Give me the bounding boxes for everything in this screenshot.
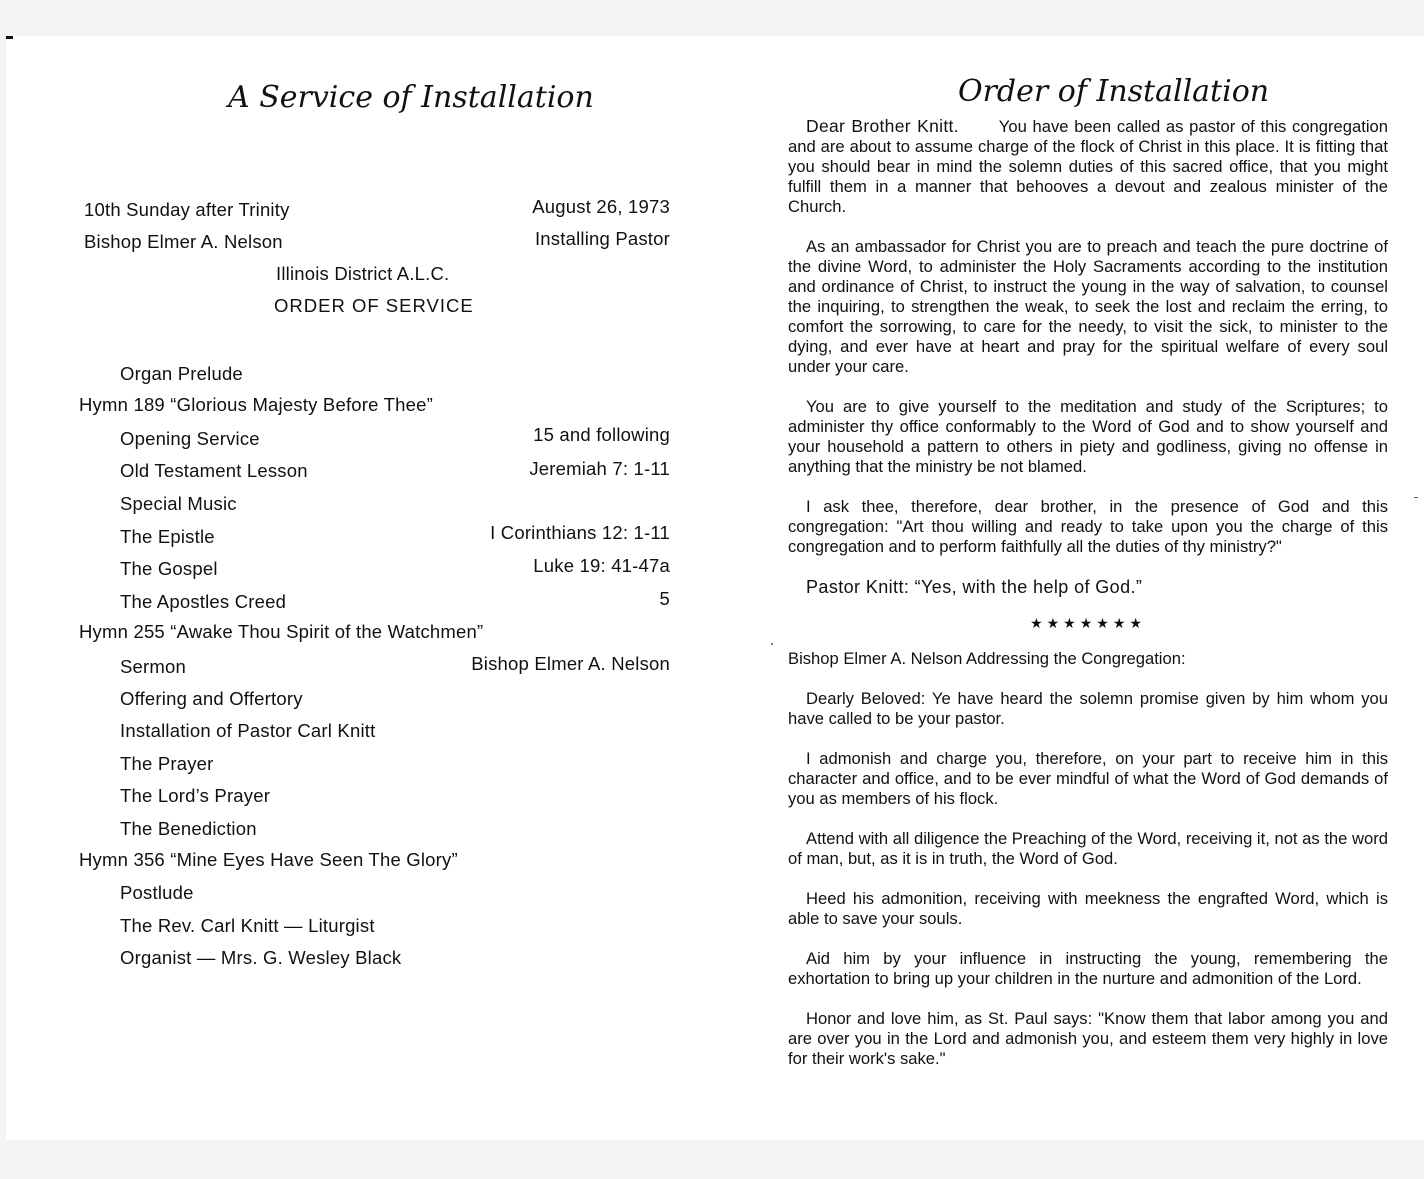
service-item: The Benediction	[120, 818, 257, 839]
hymn-item: Hymn 356 “Mine Eyes Have Seen The Glory”	[79, 849, 458, 870]
hymn-item: Hymn 189 “Glorious Majesty Before Thee”	[79, 394, 433, 415]
service-item-reference: Jeremiah 7: 1-11	[529, 458, 670, 479]
charge-paragraph-2: As an ambassador for Christ you are to preach and teach the pure doctrine of the divine Word, to administer the Holy Sacraments according to the institution and ordinance of Christ, to instruct the young in the way of salvation, to counsel the inquiring, to strengthen the weak, to seek the lost and reclaim the erring, to comfort the sorrowing, to care for the needy, to visit the sick, to minister to the dying, and ever have at heart and pray for the spiritual welfare of every soul under your care.	[788, 237, 1388, 376]
salutation: Dear Brother Knitt.	[806, 116, 959, 136]
charge-text-1: You have been called as pastor of this congregation and are about to assume charge of the flock of Christ in this place. It is fitting that you should bear in mind the solemn duties of this sacred office, that you might fulfill them in a manner that behooves a devout and zealous minister of the Church.	[788, 117, 1388, 216]
service-item: The Gospel	[120, 558, 218, 579]
service-item: Postlude	[120, 882, 194, 903]
star-divider: ★★★★★★★	[1030, 615, 1146, 631]
service-item: Old Testament Lesson	[120, 460, 308, 481]
charge-paragraph-4: I ask thee, therefore, dear brother, in the presence of God and this congregation: "Art thou willing and ready to take upon you the charge of this congregation and to perform faithfully all the duties of thy ministry?"	[788, 497, 1388, 556]
congregation-paragraph-4: Heed his admonition, receiving with meekness the engrafted Word, which is able to save your souls.	[788, 889, 1388, 928]
pastor-response: Pastor Knitt: “Yes, with the help of God.”	[806, 577, 1143, 597]
service-item-reference: Luke 19: 41-47a	[533, 555, 670, 576]
service-item: Opening Service	[120, 428, 260, 449]
service-item: The Rev. Carl Knitt — Liturgist	[120, 915, 375, 936]
service-date: August 26, 1973	[532, 196, 670, 217]
service-item: Organist — Mrs. G. Wesley Black	[120, 947, 402, 968]
service-item: Installation of Pastor Carl Knitt	[120, 720, 376, 741]
address-heading: Bishop Elmer A. Nelson Addressing the Congregation:	[788, 649, 1186, 668]
corner-mark	[6, 36, 13, 39]
service-item: The Lord’s Prayer	[120, 785, 271, 806]
congregation-paragraph-2: I admonish and charge you, therefore, on your part to receive him in this character and office, and to be ever mindful of what the Word of God demands of you as members of his flock.	[788, 749, 1388, 808]
district-name: Illinois District A.L.C.	[276, 263, 450, 284]
occasion-label: 10th Sunday after Trinity	[84, 199, 290, 220]
paper-speck	[771, 643, 773, 645]
right-page-title: Order of Installation	[958, 74, 1270, 109]
paper-speck	[1414, 497, 1418, 498]
charge-paragraph-1	[788, 116, 1388, 217]
congregation-paragraph-1: Dearly Beloved: Ye have heard the solemn promise given by him whom you have called to be your pastor.	[788, 689, 1388, 728]
hymn-item: Hymn 255 “Awake Thou Spirit of the Watchmen”	[79, 621, 484, 642]
service-item: Sermon	[120, 656, 186, 677]
bishop-role: Installing Pastor	[534, 228, 670, 249]
service-item: The Epistle	[120, 526, 215, 547]
service-item: Organ Prelude	[120, 363, 243, 384]
service-item-reference: Bishop Elmer A. Nelson	[471, 653, 670, 674]
service-item-reference: I Corinthians 12: 1-11	[490, 522, 670, 543]
congregation-paragraph-5: Aid him by your influence in instructing the young, remembering the exhortation to bring up your children in the nurture and admonition of the Lord.	[788, 949, 1388, 988]
service-item-reference: 5	[659, 588, 670, 609]
bishop-name: Bishop Elmer A. Nelson	[84, 231, 283, 252]
installation-text	[788, 116, 1388, 1089]
charge-paragraph-3: You are to give yourself to the meditation and study of the Scriptures; to administer thy office conformably to the Word of God and to show yourself and your household a pattern to others in piety and godliness, giving no offense in anything that the ministry be not blamed.	[788, 397, 1388, 476]
left-page-title: A Service of Installation	[228, 80, 594, 115]
service-item: The Apostles Creed	[120, 591, 287, 612]
order-of-service-heading: ORDER OF SERVICE	[274, 295, 474, 316]
service-item: Offering and Offertory	[120, 688, 303, 709]
service-item-reference: 15 and following	[533, 424, 670, 445]
congregation-paragraph-3: Attend with all diligence the Preaching of the Word, receiving it, not as the word of man, but, as it is in truth, the Word of God.	[788, 829, 1388, 868]
service-item: Special Music	[120, 493, 237, 514]
service-item: The Prayer	[120, 753, 214, 774]
congregation-paragraph-6: Honor and love him, as St. Paul says: "Know them that labor among you and are over you in the Lord and admonish you, and esteem them very highly in love for their work's sake."	[788, 1009, 1388, 1068]
